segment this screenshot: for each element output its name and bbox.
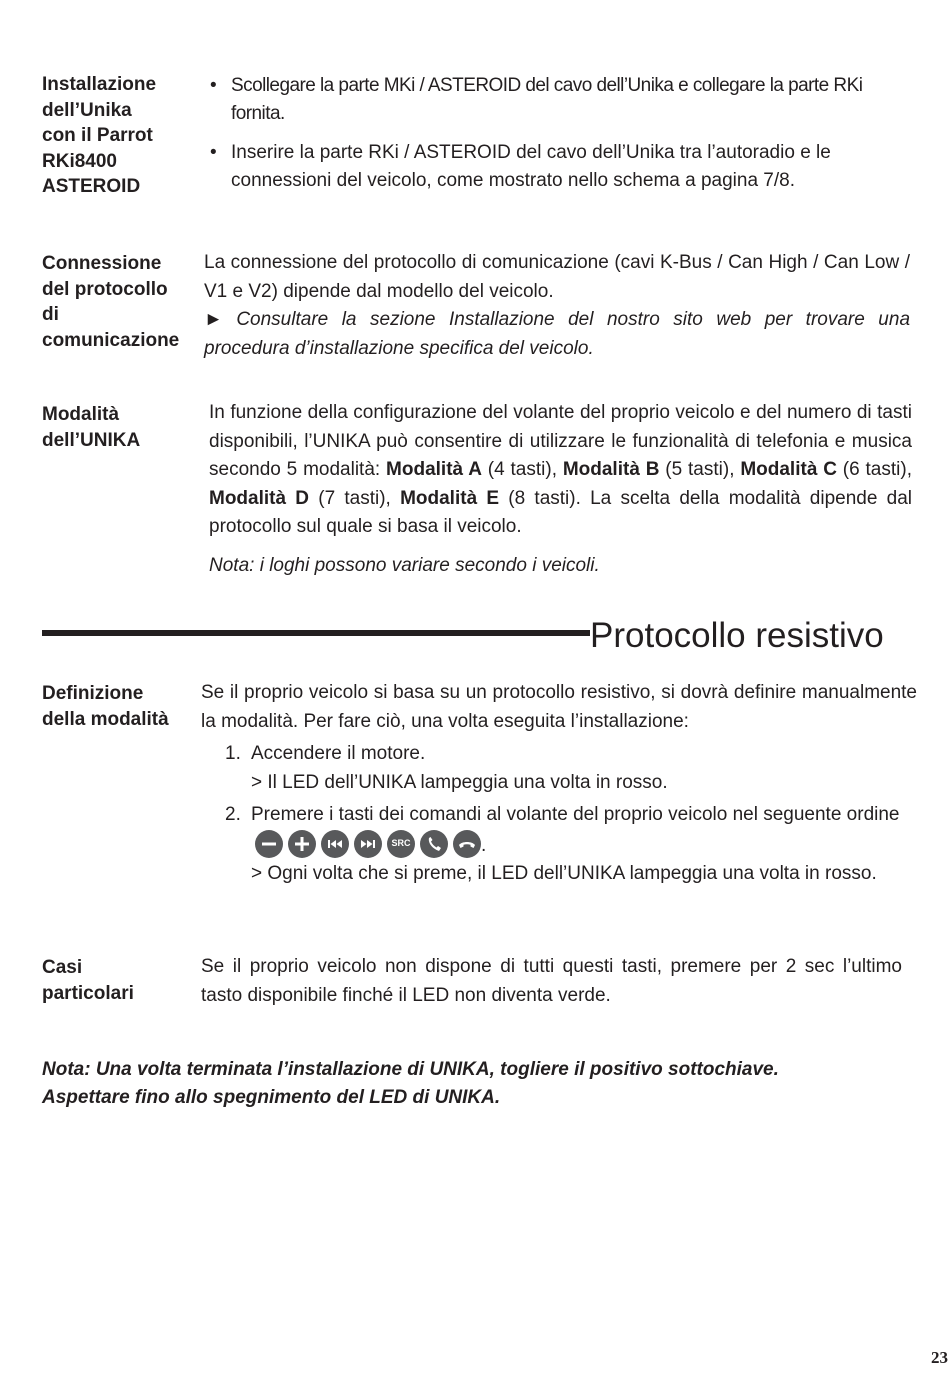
mode-detail: (8 tasti). [499,487,591,509]
mode-label: Modalità D [209,487,310,509]
arrow-icon: ► [204,309,223,330]
heading-casi-particolari [42,955,202,1006]
heading-definizione [42,681,207,732]
modalita-body [209,399,912,580]
paragraph [204,249,910,363]
plus-icon [288,830,316,858]
section-title: Protocollo resistivo [590,616,884,655]
modalita-note: Nota: i loghi possono variare secondo i veicoli. [209,554,600,576]
mode-detail: (6 tasti), [836,459,912,480]
pick-up-icon [420,830,448,858]
heading-line: del protocollo [42,278,168,300]
heading-installazione [42,72,202,200]
list-item: • Inserire la parte RKi / ASTEROID del cavo dell’Unika tra l’autoradio e le connessioni del veicolo, come mostrato nello schema a pagina 7/8. [210,142,831,191]
connessione-text: La connessione del protocollo di comunicazione (cavi K-Bus / Can High / Can Low / V1 e V2) dipende dal modello del veicolo. [204,252,910,302]
modalita-text-end: La scelta della modalità dipende dal protocollo sul quale si basa il veicolo. [209,487,912,537]
paragraph: Se il proprio veicolo si basa su un protocollo resistivo, si dovrà definire manualmente la modalità. Per fare ciò, una volta eseguita l’installazione: [201,682,917,732]
src-label: SRC [391,837,411,848]
previous-icon [321,830,349,858]
bullet-text: Scollegare la parte MKi / ASTEROID del cavo dell’Unika e collegare la parte RKi fornita. [231,75,863,124]
steering-button-icons [255,830,481,858]
mode-label: Modalità C [740,459,837,480]
step-result: > Il LED dell’UNIKA lampeggia una volta in rosso. [251,771,668,793]
final-note-line: Nota: Una volta terminata l’installazione di UNIKA, togliere il positivo sottochiave. [42,1059,779,1080]
heading-line: Definizione [42,683,144,704]
step-text: Accendere il motore. [251,743,426,764]
section-rule [42,630,590,636]
heading-line: di [42,304,59,325]
list-item: • Scollegare la parte MKi / ASTEROID del cavo dell’Unika e collegare la parte RKi fornita. [210,75,863,124]
src-icon [387,830,415,858]
heading-line: comunicazione [42,329,180,351]
heading-line: ASTEROID [42,176,141,197]
step-text: Premere i tasti dei comandi al volante del proprio veicolo nel seguente ordine [251,804,900,825]
heading-modalita [42,402,202,453]
paragraph [209,552,912,581]
minus-icon [255,830,283,858]
heading-line: Casi [42,957,83,978]
heading-line: Installazione [42,74,157,95]
heading-line: Connessione [42,253,162,274]
mode-label: Modalità E [400,487,500,509]
next-icon [354,830,382,858]
heading-line: della modalità [42,708,169,730]
paragraph: Se il proprio veicolo non dispone di tutti questi tasti, premere per 2 sec l’ultimo tasto disponibile finché il LED non diventa verde. [201,956,902,1006]
bullet-list [205,72,917,195]
definizione-body [201,679,917,893]
final-note [42,1056,922,1112]
heading-line: con il Parrot [42,125,153,146]
step-number: 1. [225,743,241,764]
hang-up-icon [453,830,481,858]
mode-label: Modalità A [386,459,482,480]
mode-detail: (7 tasti), [309,487,401,509]
mode-detail: (4 tasti), [481,459,563,480]
heading-line: Modalità [42,404,120,425]
step-result: > Ogni volta che si preme, il LED dell’UNIKA lampeggia una volta in rosso. [251,863,877,884]
step-text-end: . [481,834,487,856]
paragraph [209,399,912,542]
mode-label: Modalità B [562,459,660,480]
heading-line: dell’UNIKA [42,429,141,451]
step-list [201,740,917,889]
connessione-body [204,249,910,363]
heading-connessione [42,251,202,353]
modalita-text: In funzione della configurazione del volante del proprio veicolo e del numero di tasti disponibili, l’UNIKA può consentire di utilizzare le funzionalità di telefonia e musica secondo 5 modalità: [209,402,912,480]
list-item [201,740,917,797]
list-item [201,801,917,889]
connessione-italic: Consultare la sezione Installazione del nostro sito web per trovare una procedura d’installazione specifica del veicolo. [204,309,911,359]
bullet-text: Inserire la parte RKi / ASTEROID del cavo dell’Unika tra l’autoradio e le connessioni del veicolo, come mostrato nello schema a pagina 7/8. [231,142,831,191]
heading-line: particolari [42,982,134,1004]
installazione-body [205,72,917,206]
heading-line: RKi8400 [42,150,117,172]
page-number: 23 [931,1348,948,1367]
heading-line: dell’Unika [42,99,132,121]
casi-body [201,953,902,1010]
mode-detail: (5 tasti), [659,459,741,480]
final-note-line: Aspettare fino allo spegnimento del LED di UNIKA. [42,1087,501,1108]
step-number: 2. [225,804,241,825]
